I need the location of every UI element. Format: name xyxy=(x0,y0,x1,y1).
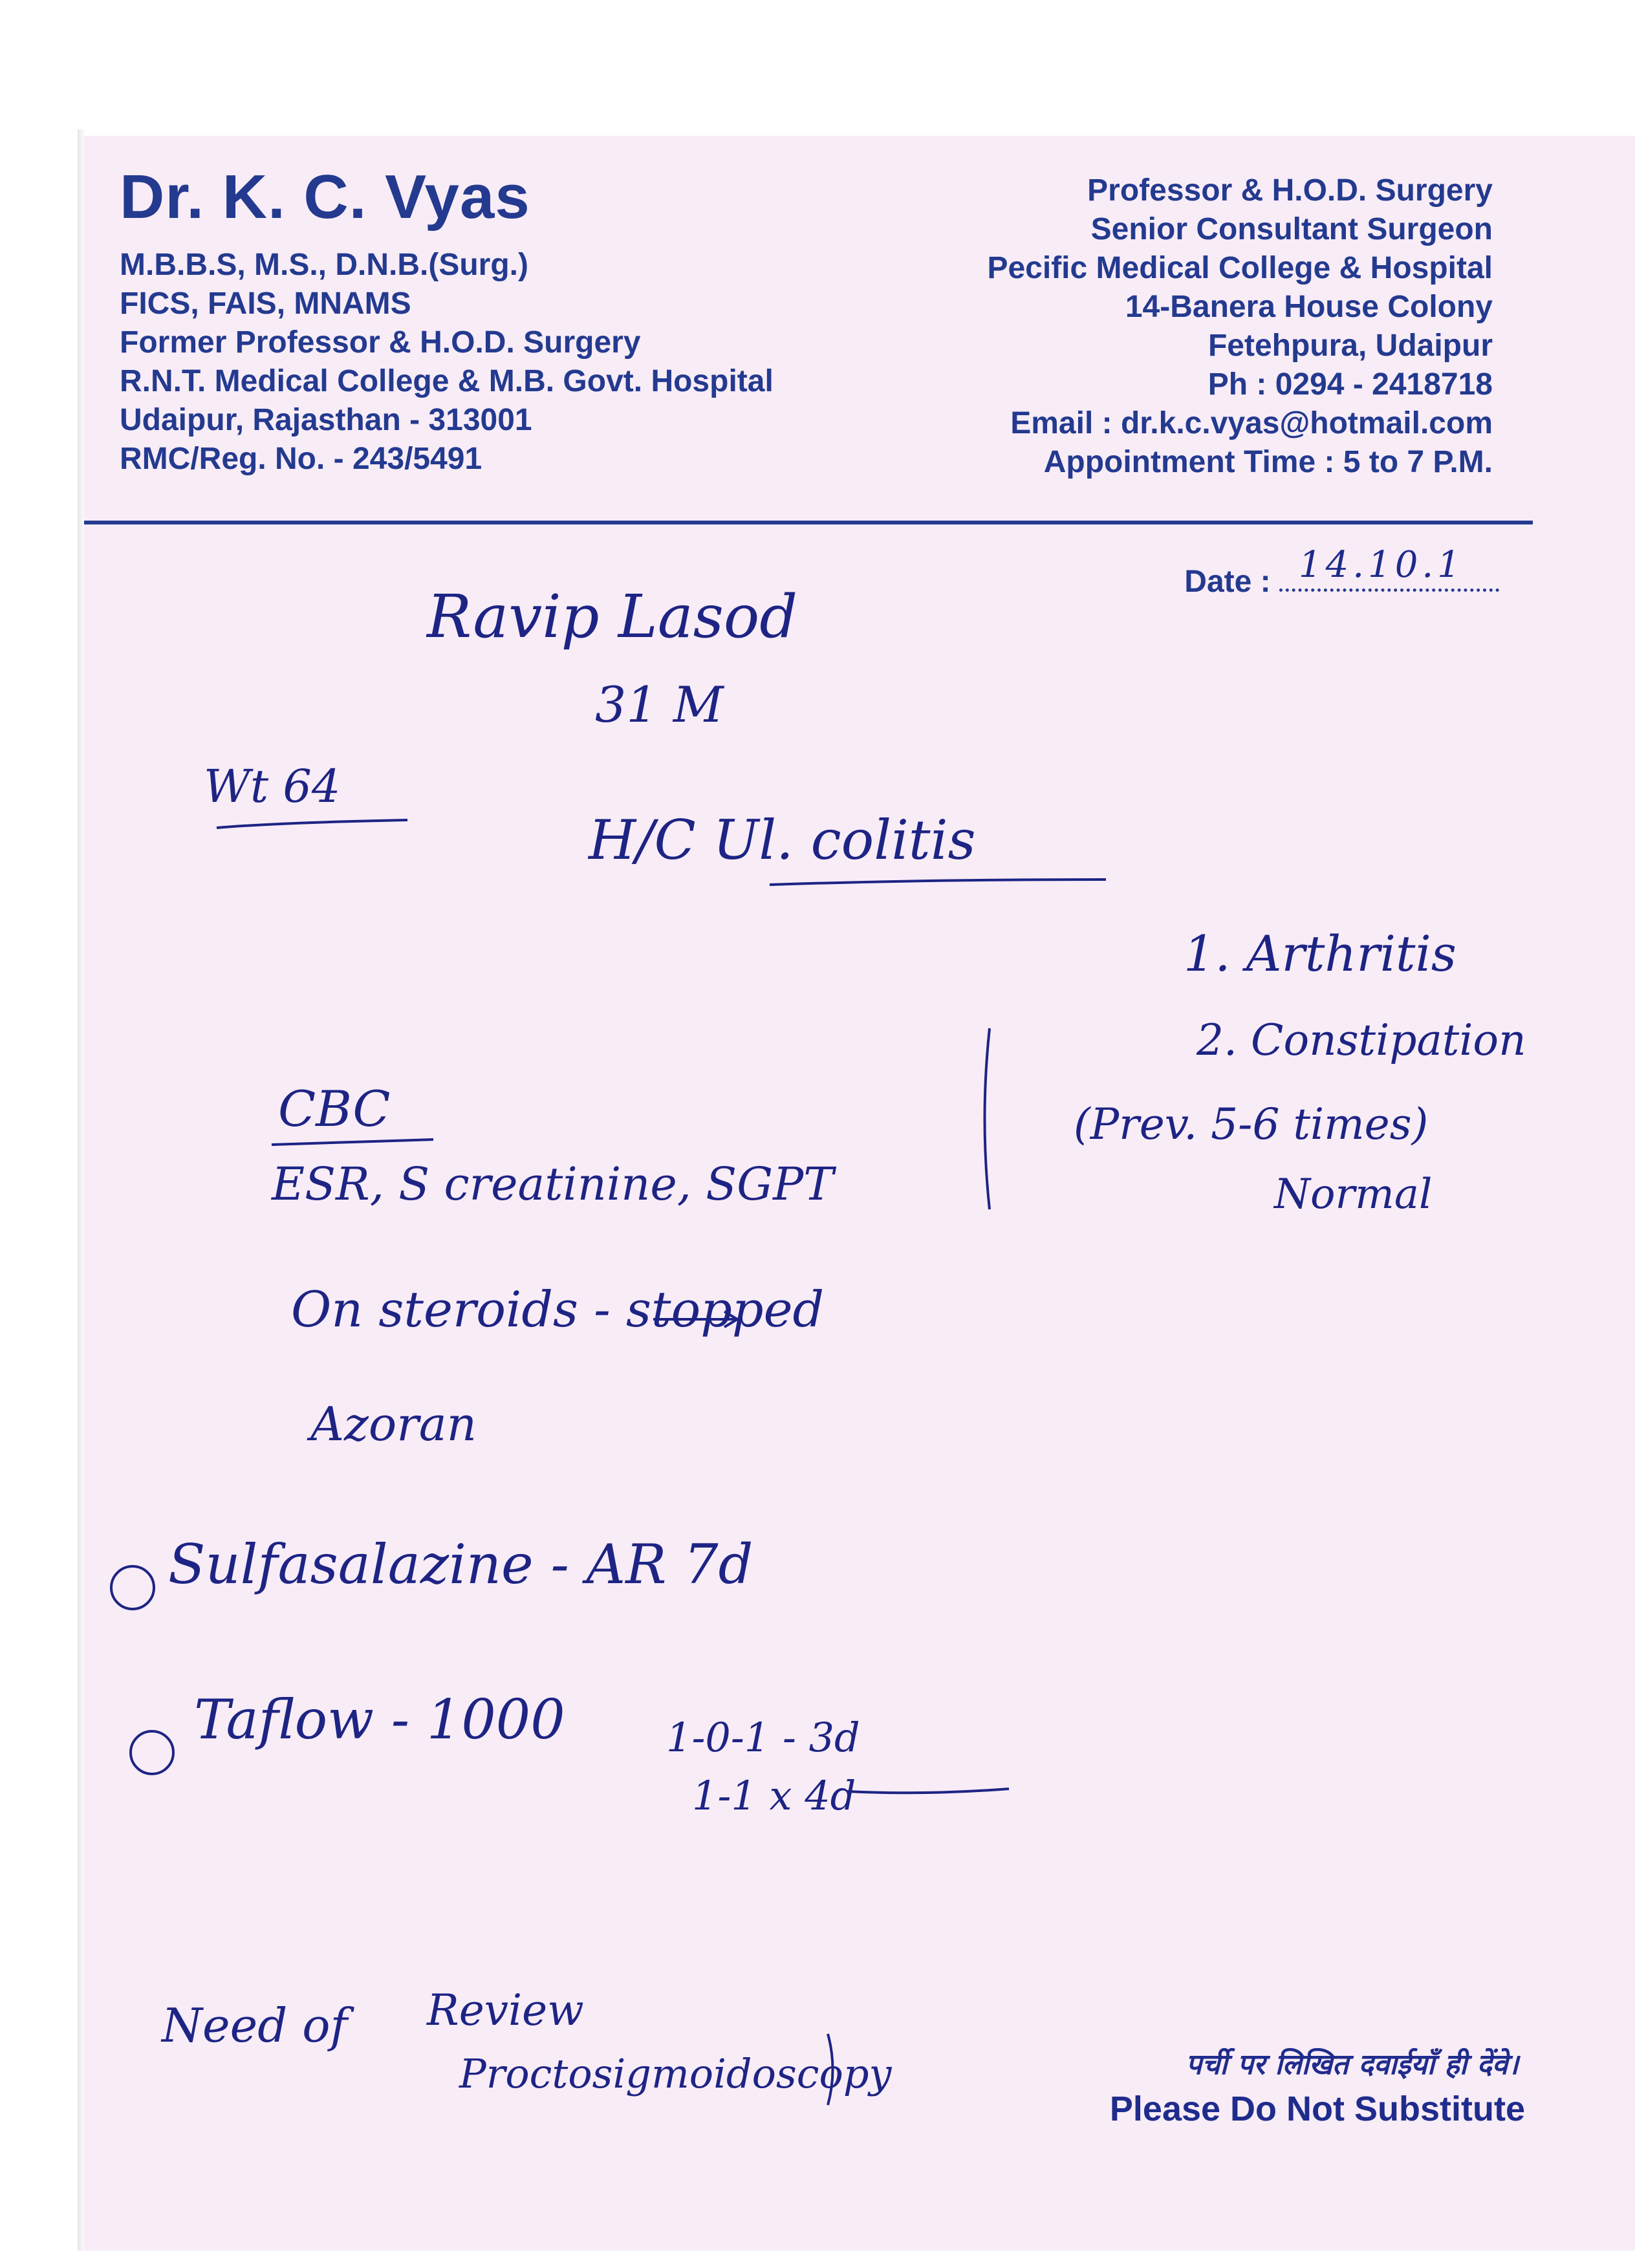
investigations-bracket xyxy=(985,1028,990,1209)
presenting-complaint: H/C Ul. colitis xyxy=(589,808,976,872)
advice-review: Review xyxy=(427,1985,584,2035)
footer-hindi-note: पर्ची पर लिखित दवाईयाँ ही देंवे। xyxy=(1186,2048,1519,2081)
complaint-underline xyxy=(770,880,1106,885)
dose-underline xyxy=(847,1789,1009,1793)
patient-age-sex: 31 M xyxy=(595,676,724,733)
registration-number: RMC/Reg. No. - 243/5491 xyxy=(120,442,482,476)
investigations-list: ESR, S creatinine, SGPT xyxy=(272,1158,834,1211)
rx-item-2-dose-a: 1-0-1 - 3d xyxy=(666,1714,860,1761)
qualification-line: FICS, FAIS, MNAMS xyxy=(120,286,411,321)
history-item-normal: Normal xyxy=(1274,1171,1433,1218)
history-item-arthritis: 1. Arthritis xyxy=(1184,925,1456,982)
rx-item-2-dose-b: 1-1 x 4d xyxy=(692,1772,856,1819)
patient-weight: Wt 64 xyxy=(204,760,341,813)
advice-procedure: Proctosigmoidoscopy xyxy=(459,2050,892,2097)
qualification-line: Former Professor & H.O.D. Surgery xyxy=(120,325,641,360)
date-value: 14.10.1 xyxy=(1299,544,1464,586)
qualification-line: Udaipur, Rajasthan - 313001 xyxy=(120,403,532,437)
qualification-line: R.N.T. Medical College & M.B. Govt. Hospital xyxy=(120,364,774,398)
rx-2-circle-mark xyxy=(131,1731,173,1774)
rx-1-circle-mark xyxy=(111,1566,154,1609)
address-line: Fetehpura, Udaipur xyxy=(1207,329,1493,363)
doctor-name: Dr. K. C. Vyas xyxy=(120,162,530,232)
advice-label: Need of xyxy=(162,1998,348,2053)
affiliation-line: Pecific Medical College & Hospital xyxy=(987,251,1493,285)
phone-line: Ph : 0294 - 2418718 xyxy=(1207,367,1493,402)
footer-substitute-note: Please Do Not Substitute xyxy=(1109,2090,1525,2128)
patient-name: Ravip Lasod xyxy=(427,582,798,651)
appointment-time-line: Appointment Time : 5 to 7 P.M. xyxy=(1043,445,1493,479)
weight-underline xyxy=(217,820,407,828)
rx-item-1: Sulfasalazine - AR 7d xyxy=(168,1533,753,1596)
qualification-line: M.B.B.S, M.S., D.N.B.(Surg.) xyxy=(120,248,528,282)
drug-note: Azoran xyxy=(310,1397,477,1451)
history-item-previous: (Prev. 5-6 times) xyxy=(1074,1099,1429,1149)
investigations-underline xyxy=(272,1139,433,1145)
prescription-sheet xyxy=(84,136,1635,2251)
affiliation-line: Professor & H.O.D. Surgery xyxy=(1087,173,1493,208)
history-item-constipation: 2. Constipation xyxy=(1196,1015,1526,1065)
affiliation-line: Senior Consultant Surgeon xyxy=(1090,212,1493,246)
rx-item-2: Taflow - 1000 xyxy=(194,1688,565,1751)
email-line: Email : dr.k.c.vyas@hotmail.com xyxy=(1010,406,1493,440)
address-line: 14-Banera House Colony xyxy=(1125,290,1493,324)
date-label: Date : xyxy=(1184,565,1271,599)
steroids-note: On steroids - stopped xyxy=(291,1280,825,1338)
investigations-title: CBC xyxy=(278,1080,391,1138)
